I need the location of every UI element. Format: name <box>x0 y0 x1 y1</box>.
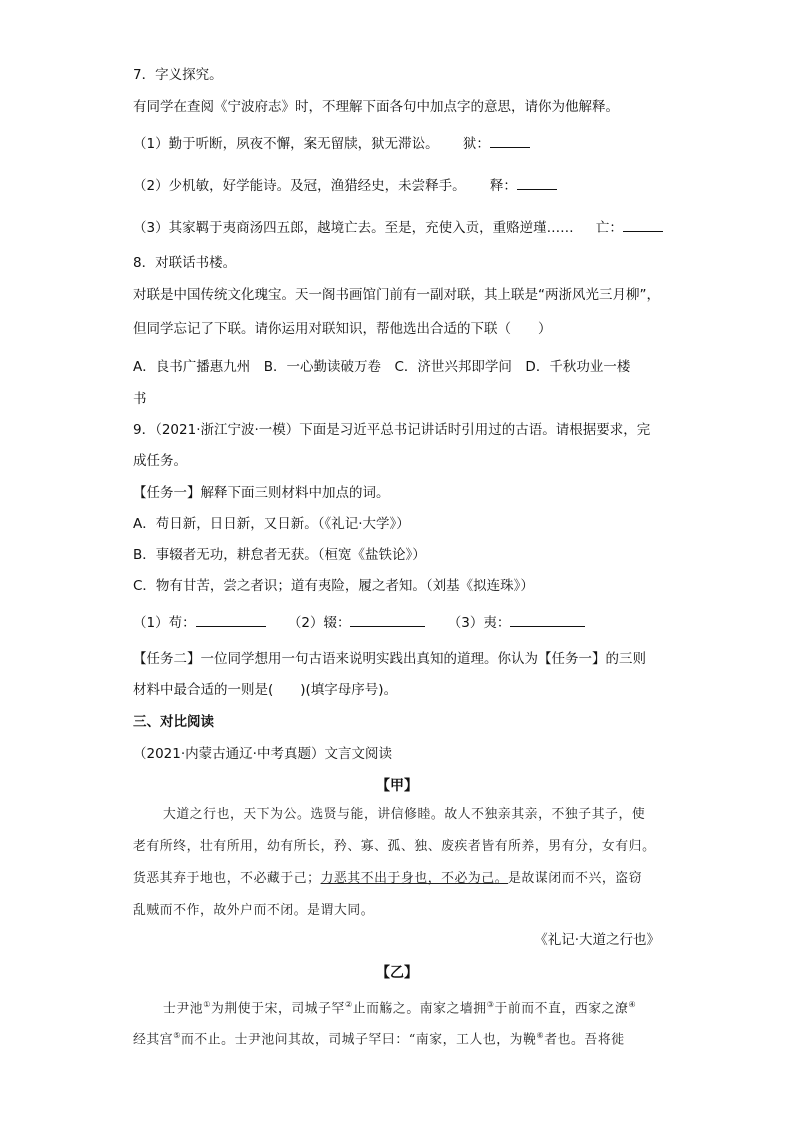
q8-title: 8．对联话书楼。 <box>133 255 237 271</box>
q7-item-2 <box>133 176 557 195</box>
q8-options: A．良书广播惠九州 B．一心勤读破万卷 C．济世兴邦即学问 D．千秋功业一楼 <box>133 359 631 375</box>
q9-task-2-line-2: 材料中最合适的一则是( )(填字母序号)。 <box>133 682 398 698</box>
q7-item-1-text: （1）勤于听断，夙夜不懈，案无留牍，狱无滞讼。 <box>133 136 439 152</box>
q9-material-c: C．物有甘苦，尝之者识；道有夷险，履之者知。（刘基《拟连珠》） <box>133 578 534 594</box>
underlined-sentence: 力恶其不出于身也，不必为己。 <box>320 871 509 886</box>
footnote-marker: ② <box>344 1000 353 1009</box>
q8-intro-2: 但同学忘记了下联。请你运用对联知识，帮他选出合适的下联（ ） <box>133 321 552 337</box>
q8-options-cont: 书 <box>133 391 147 407</box>
jia-paragraph-line-2: 老有所终，壮有所用，幼有所长，矜、寡、孤、独、废疾者皆有所养，男有分，女有归。 <box>133 839 656 854</box>
q9-task-2-line-1: 【任务二】一位同学想用一句古语来说明实践出真知的道理。你认为【任务一】的三则 <box>133 651 646 667</box>
answer-blank[interactable] <box>510 613 585 627</box>
q8-intro-1: 对联是中国传统文化瑰宝。天一阁书画馆门前有一副对联，其上联是“两浙风光三月柳”， <box>133 287 660 303</box>
section-3-title: 三、对比阅读 <box>133 714 214 730</box>
yi-text: 士尹池 <box>163 1001 204 1017</box>
q7-item-3-key: 亡： <box>595 220 623 236</box>
q7-item-2-text: （2）少机敏，好学能诗。及冠，渔猎经史，未尝释手。 <box>133 178 466 194</box>
yi-text: 为荆使于宋，司城子罕 <box>210 1001 345 1017</box>
q9-task-1: 【任务一】解释下面三则材料中加点的词。 <box>133 485 390 501</box>
q7-item-1 <box>133 134 530 153</box>
jia-paragraph-line-3 <box>133 870 642 888</box>
yi-text: 止而觞之。南家之墙拥 <box>352 1001 487 1017</box>
yi-heading: 【乙】 <box>376 965 418 981</box>
jia-paragraph-line-4: 乱贼而不作，故外户而不闭。是谓大同。 <box>133 903 375 918</box>
yi-paragraph-line-2 <box>133 1027 625 1049</box>
footnote-marker: ① <box>203 1000 211 1009</box>
jia-source: 《礼记·大道之行也》 <box>534 932 660 948</box>
q9-line-2: 成任务。 <box>133 453 187 469</box>
q9-fill-3-label: （3）夷： <box>447 615 511 631</box>
footnote-marker: ⑤ <box>173 1031 181 1040</box>
footnote-marker: ③ <box>486 1000 495 1009</box>
q7-title: 7．字义探究。 <box>133 67 223 83</box>
q7-item-1-key: 狱： <box>462 136 490 152</box>
q9-fill-1-label: （1）苟： <box>133 615 196 631</box>
section-3-source: （2021·内蒙古通辽·中考真题）文言文阅读 <box>133 746 392 762</box>
footnote-marker: ④ <box>628 1000 637 1009</box>
answer-blank[interactable] <box>350 613 425 627</box>
q7-item-2-key: 释： <box>489 178 517 194</box>
answer-blank[interactable] <box>196 613 266 627</box>
jia-heading: 【甲】 <box>376 778 418 794</box>
q9-fill-line <box>133 613 585 632</box>
q7-item-3-text: （3）其家羁于夷商汤四五郎，越境亡去。至是，充使入贡，重赂逆瑾…… <box>133 220 574 236</box>
yi-paragraph-line-1 <box>163 996 636 1018</box>
answer-blank[interactable] <box>517 176 557 190</box>
yi-text: 于前而不直，西家之潦 <box>494 1001 629 1017</box>
yi-text: 经其宫 <box>133 1032 174 1048</box>
yi-text: 者也。吾将徙 <box>544 1032 625 1048</box>
q9-line-1: 9．（2021·浙江宁波·一模）下面是习近平总书记讲话时引用过的古语。请根据要求，完 <box>133 422 651 438</box>
q7-intro: 有同学在查阅《宁波府志》时，不理解下面各句中加点字的意思，请你为他解释。 <box>133 99 619 115</box>
q7-item-3 <box>133 218 663 237</box>
q9-material-a: A．苟日新，日日新，又日新。（《礼记·大学》） <box>133 516 410 532</box>
yi-text: 而不止。士尹池问其故，司城子罕曰：“南家，工人也，为鞔 <box>180 1032 537 1048</box>
q9-material-b: B．事辍者无功，耕怠者无获。（桓宽《盐铁论》） <box>133 547 426 563</box>
jia-paragraph-line-1: 大道之行也，天下为公。选贤与能，讲信修睦。故人不独亲其亲，不独子其子，使 <box>163 807 646 822</box>
footnote-marker: ⑥ <box>536 1031 545 1040</box>
q9-fill-2-label: （2）辍： <box>287 615 351 631</box>
answer-blank[interactable] <box>490 134 530 148</box>
jia-text: 是故谋闭而不兴，盗窃 <box>508 871 643 886</box>
jia-text: 货恶其弃于地也，不必藏于己； <box>133 871 321 886</box>
answer-blank[interactable] <box>623 218 663 232</box>
